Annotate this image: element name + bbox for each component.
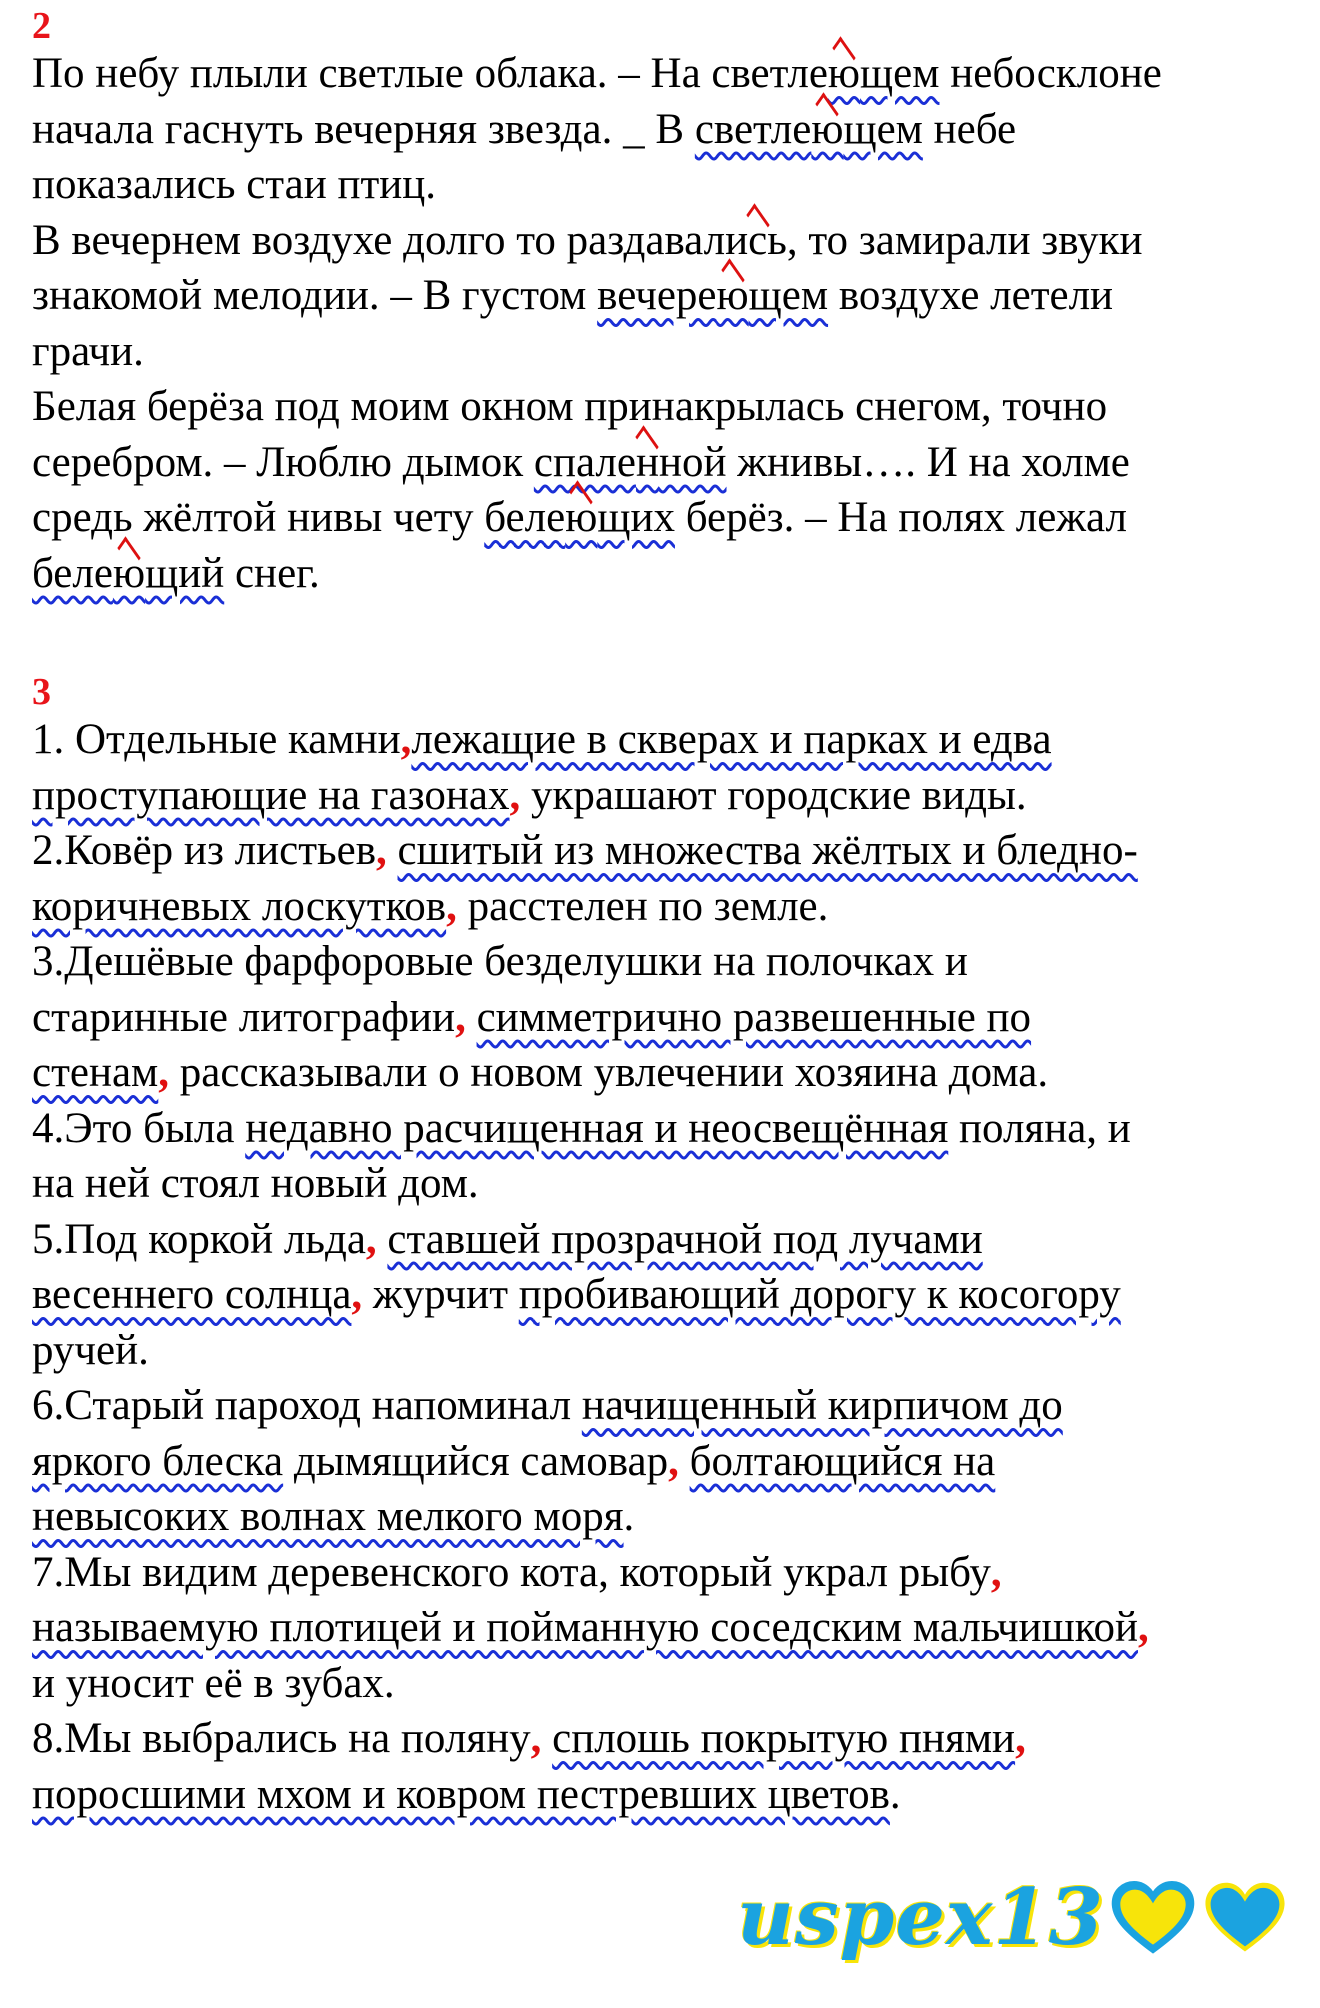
text-run: грачи. <box>32 327 144 375</box>
underlined-phrase: беле <box>484 494 566 541</box>
underlined-phrase: яркого блеска <box>32 1437 284 1485</box>
text-line <box>32 546 1162 602</box>
text-line <box>32 1101 1149 1157</box>
text-line <box>32 879 1149 935</box>
text-run: старинные литографии <box>32 993 456 1041</box>
heart-icon-yellow-blue <box>1110 1879 1196 1957</box>
text-run: средь жёлтой нивы чету <box>32 494 485 541</box>
text-run <box>466 994 477 1041</box>
text-run: снег. <box>224 549 320 597</box>
text-run: По небу плыли светлые облака. – На <box>32 50 712 97</box>
text-line <box>32 768 1149 824</box>
comma-mark: , <box>530 1715 542 1762</box>
comma-mark: , <box>446 882 457 930</box>
underlined-phrase: начищенный кирпичом до <box>581 1382 1063 1429</box>
text-line <box>32 1378 1149 1434</box>
underlined-phrase: лежащие в скверах и парках и едва <box>411 716 1052 763</box>
comma-mark: , <box>351 1271 363 1318</box>
text-run: начала гаснуть вечерняя звезда. _ В <box>32 105 695 153</box>
text-line <box>32 1656 1149 1712</box>
text-run: украшают городские виды. <box>520 771 1027 819</box>
text-run: серебром. – Люблю дымок <box>32 438 534 486</box>
text-run: берёз. – На полях лежал <box>674 494 1127 541</box>
underlined-phrase: называемую плотицей и пойманную соседским мальчишкой <box>32 1604 1138 1651</box>
comma-mark: , <box>668 1437 679 1485</box>
underlined-phrase: симметрично развешенные по <box>476 993 1032 1041</box>
underlined-phrase: пробивающий дорогу к косогору <box>518 1271 1121 1318</box>
text-run: 8.Мы выбрались на поляну <box>32 1715 531 1762</box>
underlined-phrase: щий <box>145 549 225 597</box>
text-line <box>32 490 1162 546</box>
text-line <box>32 1767 1149 1823</box>
text-line <box>32 934 1149 990</box>
heart-icon-blue-yellow <box>1202 1879 1288 1957</box>
text-line <box>32 324 1162 380</box>
underlined-phrase: сшитый из множества жёлтых и бледно- <box>397 827 1138 874</box>
text-run: поляна, и <box>948 1104 1131 1152</box>
text-run <box>541 1715 552 1762</box>
text-line <box>32 712 1149 768</box>
text-run: . <box>623 1493 635 1540</box>
text-line <box>32 1600 1149 1656</box>
text-run: знакомой мелодии. – В густом <box>32 272 598 319</box>
section-number: 3 <box>32 671 51 713</box>
underlined-phrase: поросшими мхом и ковром пестревших цветов <box>32 1770 890 1818</box>
underlined-phrase: недавно расчищенная и неосвещённая <box>245 1104 949 1152</box>
text-run: 4.Это была <box>32 1104 246 1152</box>
text-run <box>679 1438 690 1485</box>
underlined-phrase: коричневых лоскутков <box>32 882 447 930</box>
text-line <box>32 1323 1149 1379</box>
text-line <box>32 1156 1149 1212</box>
text-line <box>32 823 1149 879</box>
comma-mark: , <box>455 993 466 1041</box>
comma-mark: , <box>1015 1715 1026 1762</box>
text-line <box>32 1489 1149 1545</box>
text-run: 3.Дешёвые фарфоровые безделушки на полочках и <box>32 938 968 985</box>
watermark-logo <box>737 1872 1288 1963</box>
underlined-phrase: щем <box>860 50 940 97</box>
text-line <box>32 379 1162 435</box>
text-run: ручей. <box>32 1326 149 1374</box>
underlined-phrase: беле <box>32 549 113 597</box>
suffix-mark: ю <box>565 494 598 541</box>
text-run: ь, то замирали звуки <box>767 216 1143 264</box>
underlined-phrase: сплошь покрытую пнями <box>552 1715 1016 1762</box>
text-run: Белая берёза под моим окном принакрылась снегом, точно <box>32 383 1108 430</box>
underlined-phrase: болтающийся на <box>689 1437 996 1485</box>
comma-mark: , <box>990 1548 1002 1596</box>
text-line <box>32 157 1162 213</box>
suffix-mark: ю <box>716 272 749 319</box>
text-line <box>32 46 1162 102</box>
text-run: . <box>889 1770 901 1818</box>
text-run: расстелен по земле. <box>456 882 829 930</box>
comma-mark: , <box>365 1215 377 1263</box>
text-run <box>377 1216 388 1263</box>
text-line <box>32 1045 1149 1101</box>
text-line <box>32 1434 1149 1490</box>
comma-mark: , <box>376 827 387 874</box>
text-line <box>32 435 1162 491</box>
section-2-text <box>32 46 1162 601</box>
text-run: 5.Под коркой льда <box>32 1215 366 1263</box>
section-3 <box>32 672 1149 1822</box>
text-run: и уносит её в зубах. <box>32 1659 395 1707</box>
text-line <box>32 1545 1149 1601</box>
section-number: 2 <box>32 5 51 47</box>
underlined-phrase: щем <box>748 272 829 319</box>
text-run: 7.Мы видим деревенского кота, который украл рыбу <box>32 1548 991 1596</box>
text-run: показались стаи птиц. <box>32 161 437 208</box>
underlined-phrase: светле <box>694 105 812 153</box>
comma-mark: , <box>509 771 521 819</box>
underlined-phrase: ставшей прозрачной под лучами <box>387 1215 983 1263</box>
text-run: небе <box>922 105 1017 153</box>
section-2 <box>32 6 1162 601</box>
underlined-phrase: вечере <box>597 272 717 319</box>
suffix-mark: ю <box>827 50 861 97</box>
text-run: светле <box>711 50 828 97</box>
underlined-phrase: стенам <box>32 1049 159 1096</box>
underlined-phrase: проступающие на газонах <box>32 771 510 819</box>
text-run: 1. Отдельные камни <box>32 716 401 763</box>
text-run: 6.Старый пароход напоминал <box>32 1382 582 1429</box>
text-run: В вечернем воздухе долго то раздавали <box>32 216 749 264</box>
text-run <box>387 827 398 874</box>
underlined-phrase: спале <box>533 438 636 486</box>
logo-text: uspex13 <box>737 1872 1104 1963</box>
underlined-phrase: щих <box>597 494 675 541</box>
section-3-text <box>32 712 1149 1822</box>
suffix-mark: с <box>748 216 768 264</box>
text-run: рассказывали о новом увлечении хозяина дома. <box>169 1049 1049 1096</box>
suffix-mark: ю <box>112 549 146 597</box>
text-line <box>32 990 1149 1046</box>
text-line <box>32 268 1162 324</box>
suffix-mark: н <box>635 438 659 486</box>
text-run: жнивы…. И на холме <box>726 438 1130 486</box>
suffix-mark: ю <box>811 105 844 153</box>
text-line <box>32 102 1162 158</box>
underlined-phrase: щем <box>843 105 923 153</box>
text-run: воздухе летели <box>828 272 1114 319</box>
text-run: на ней стоял новый дом. <box>32 1160 479 1207</box>
text-run: журчит <box>362 1271 519 1318</box>
comma-mark: , <box>158 1049 170 1096</box>
underlined-phrase: весеннего солнца <box>32 1271 352 1318</box>
underlined-phrase: невысоких волнах мелкого моря <box>32 1493 624 1540</box>
underlined-phrase: ной <box>658 438 727 486</box>
text-line <box>32 213 1162 269</box>
text-line <box>32 1212 1149 1268</box>
text-run: дымящийся самовар <box>283 1437 669 1485</box>
text-line <box>32 1711 1149 1767</box>
comma-mark: , <box>400 716 412 763</box>
text-run: небосклоне <box>939 50 1162 97</box>
text-run: 2.Ковёр из листьев <box>32 827 377 874</box>
text-line <box>32 1267 1149 1323</box>
comma-mark: , <box>1137 1604 1149 1651</box>
